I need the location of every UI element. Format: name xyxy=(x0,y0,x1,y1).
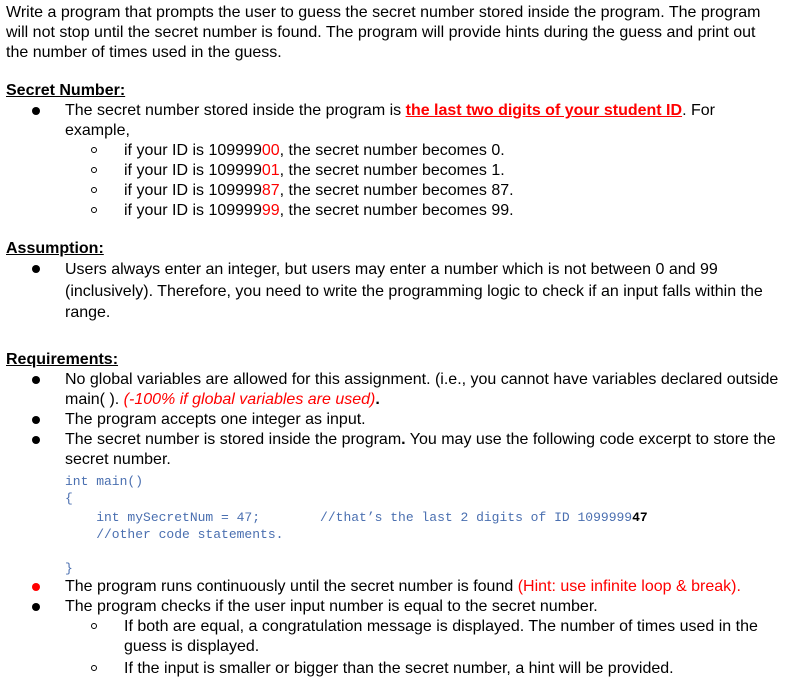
secret-emphasis: the last two digits of your student ID xyxy=(405,102,683,119)
req4-text: The program runs continuously until the secret number is found xyxy=(65,577,518,595)
example-pre: if your ID is 109999 xyxy=(124,182,262,199)
example-post: , the secret number becomes 87. xyxy=(279,182,514,199)
bullet-icon xyxy=(32,603,40,611)
example-post: , the secret number becomes 1. xyxy=(279,162,505,179)
sub-text: If both are equal, a congratulation message is displayed. The number of times used in the guess is displayed. xyxy=(124,617,758,655)
req5-text: The program checks if the user input number is equal to the secret number. xyxy=(65,597,598,615)
requirements-heading: Requirements: xyxy=(6,350,119,368)
assumption-heading: Assumption: xyxy=(6,240,104,257)
circle-bullet-icon xyxy=(91,147,97,153)
example-post: , the secret number becomes 99. xyxy=(279,202,514,219)
requirement-item xyxy=(6,370,781,410)
req4-post: . xyxy=(736,577,741,595)
secret-number-heading: Secret Number: xyxy=(6,82,126,99)
bullet-icon xyxy=(32,583,40,591)
example-digits: 00 xyxy=(261,142,280,159)
code-line: { xyxy=(65,490,73,506)
code-excerpt xyxy=(6,473,781,577)
bullet-icon xyxy=(32,265,40,273)
sub-text: If the input is smaller or bigger than the secret number, a hint will be provided. xyxy=(124,659,674,677)
example-item xyxy=(65,141,781,161)
code-statement: int mySecretNum = 47; xyxy=(65,509,261,525)
secret-text: The secret number stored inside the program is xyxy=(65,102,406,119)
assumption-bullet xyxy=(6,259,781,324)
req1-penalty: (-100% if global variables are used) xyxy=(123,390,376,408)
example-item xyxy=(65,181,781,201)
requirement-item xyxy=(6,577,781,597)
secret-text-post: . For example, xyxy=(65,102,715,139)
requirements-list-cont xyxy=(6,577,781,679)
req3-period: . xyxy=(401,430,406,448)
code-line xyxy=(65,509,781,526)
bullet-icon xyxy=(32,416,40,424)
req3-text: The secret number is stored inside the program xyxy=(65,430,402,448)
requirement-item xyxy=(6,430,781,470)
example-pre: if your ID is 109999 xyxy=(124,202,262,219)
example-pre: if your ID is 109999 xyxy=(124,162,262,179)
circle-bullet-icon xyxy=(91,623,97,629)
req2-text: The program accepts one integer as input. xyxy=(65,410,366,428)
assumption-list xyxy=(6,259,781,324)
bullet-icon xyxy=(32,436,40,444)
bullet-icon xyxy=(32,107,40,115)
example-digits: 87 xyxy=(261,182,280,199)
example-item xyxy=(65,161,781,181)
example-digits: 99 xyxy=(261,202,280,219)
document xyxy=(6,3,781,679)
circle-bullet-icon xyxy=(91,665,97,671)
sub-item xyxy=(65,617,781,657)
intro-paragraph: Write a program that prompts the user to guess the secret number stored inside the program. The program will not stop until the secret number is found. The program will provide hints during the guess and print out the number of times used in the guess. xyxy=(6,4,761,61)
sub-item xyxy=(65,659,781,679)
code-comment-digits: 47 xyxy=(632,509,648,525)
secret-list xyxy=(6,101,781,221)
code-line: int main() xyxy=(65,473,144,489)
circle-bullet-icon xyxy=(91,167,97,173)
req1-text: No global variables are allowed for this assignment. (i.e., you cannot have variables declared outside main( ). xyxy=(65,370,779,408)
bullet-icon xyxy=(32,376,40,384)
req4-hint: (Hint: use infinite loop & break) xyxy=(517,577,737,595)
example-post: , the secret number becomes 0. xyxy=(279,142,505,159)
example-digits: 01 xyxy=(261,162,280,179)
secret-bullet xyxy=(6,101,781,221)
circle-bullet-icon xyxy=(91,187,97,193)
requirement-item xyxy=(6,597,781,679)
example-item xyxy=(65,201,781,221)
requirements-list xyxy=(6,370,781,470)
requirement-sub-list xyxy=(65,617,781,679)
code-line: } xyxy=(65,560,73,576)
assumption-text: Users always enter an integer, but users may enter a number which is not between 0 and 99 (inclusively). Therefore, you need to write the programming logic to check if an input falls within the range. xyxy=(65,261,763,321)
req3-post: You may use the following code excerpt to store the secret number. xyxy=(65,430,776,468)
example-list xyxy=(65,141,781,221)
example-pre: if your ID is 109999 xyxy=(124,142,262,159)
requirement-item xyxy=(6,410,781,430)
req1-post: . xyxy=(375,390,380,408)
circle-bullet-icon xyxy=(91,207,97,213)
code-line: //other code statements. xyxy=(65,526,284,542)
code-comment: //that’s the last 2 digits of ID 1099999 xyxy=(320,509,633,525)
